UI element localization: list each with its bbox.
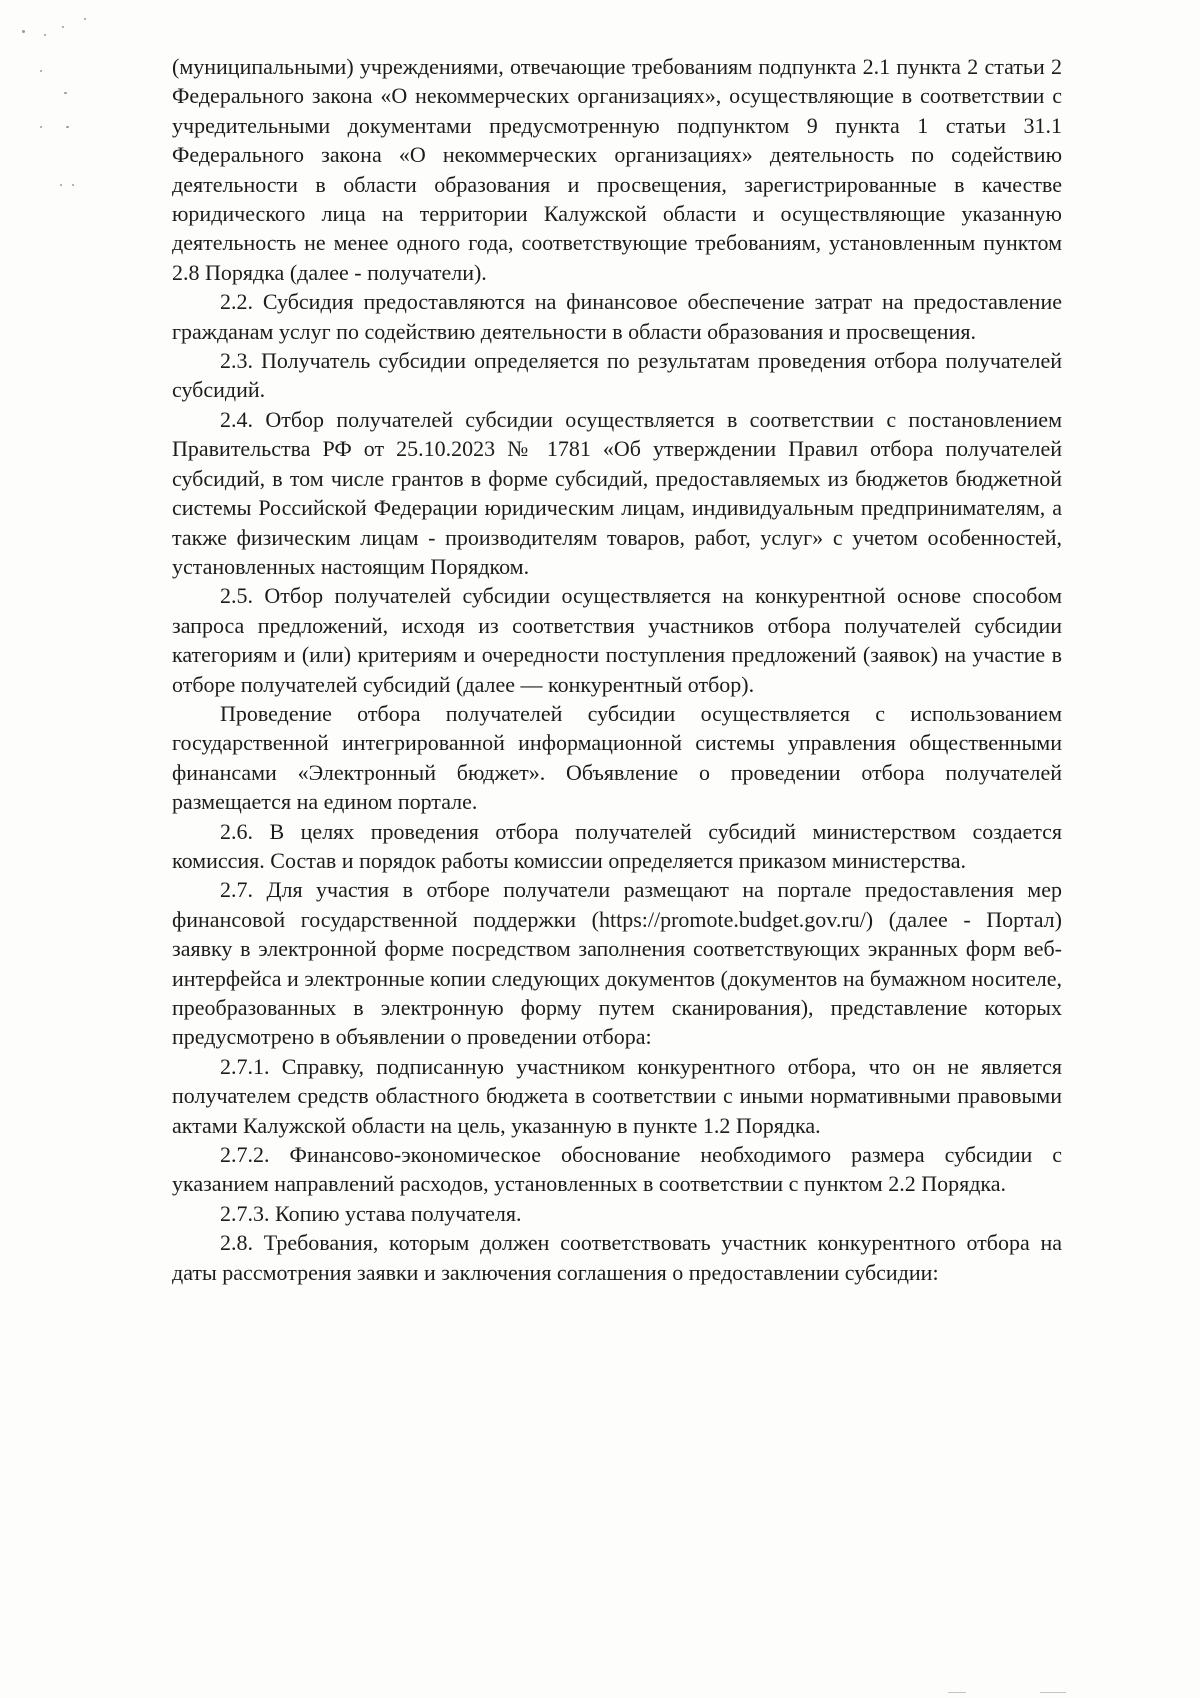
scan-speck [84, 18, 86, 20]
paragraph-2-5: 2.5. Отбор получателей субсидии осуществляется на конкурентной основе способом запроса предложений, исходя из соответствия участников отбора получателей субсидии категориям и (или) критериям и очередности поступления предложений (заявок) на участие в отборе получателей субсидий (далее — конкурентный отбор). [172, 583, 1062, 697]
document-body [172, 52, 1062, 1287]
scan-speck [22, 30, 25, 33]
scan-speck [44, 34, 46, 36]
paragraph-2-7-3: 2.7.3. Копию устава получателя. [220, 1200, 522, 1226]
paragraph-2-7-1: 2.7.1. Справку, подписанную участником конкурентного отбора, что он не является получателем средств областного бюджета в соответствии с иными нормативными правовыми актами Калужской области на цель, указанную в пункте 1.2 Порядка. [172, 1053, 1062, 1138]
paragraph-2-7: 2.7. Для участия в отборе получатели размещают на портале предоставления мер финансовой государственной поддержки (https://promote.budget.gov.ru/) (далее - Портал) заявку в электронной форме посредством заполнения соответствующих экранных форм веб-интерфейса и электронные копии следующих документов (документов на бумажном носителе, преобразованных в электронную форму путем сканирования), представление которых предусмотрено в объявлении о проведении отбора: [172, 877, 1062, 1050]
paragraph-2-8: 2.8. Требования, которым должен соответствовать участник конкурентного отбора на даты рассмотрения заявки и заключения соглашения о предоставлении субсидии: [172, 1230, 1062, 1285]
paragraph-2-2: 2.2. Субсидия предоставляются на финансовое обеспечение затрат на предоставление гражданам услуг по содействию деятельности в области образования и просвещения. [172, 289, 1062, 344]
paragraph-2-7-2: 2.7.2. Финансово-экономическое обоснование необходимого размера субсидии с указанием направлений расходов, установленных в соответствии с пунктом 2.2 Порядка. [172, 1142, 1062, 1197]
paragraph-2-5-cont: Проведение отбора получателей субсидии осуществляется с использованием государственной интегрированной информационной системы управления общественными финансами «Электронный бюджет». Объявление о проведении отбора получателей размещается на едином портале. [172, 700, 1062, 815]
scan-speck [66, 126, 69, 128]
paragraph-2-3: 2.3. Получатель субсидии определяется по результатам проведения отбора получателей субсидий. [172, 348, 1062, 403]
scan-speck [40, 126, 42, 128]
paragraph-2-4: 2.4. Отбор получателей субсидии осуществляется в соответствии с постановлением Правительства РФ от 25.10.2023 № 1781 «Об утверждении Правил отбора получателей субсидий, в том числе грантов в форме субсидий, предоставляемых из бюджетов бюджетной системы Российской Федерации юридическим лицам, индивидуальным предпринимателям, а также физическим лицам - производителям товаров, работ, услуг» с учетом особенностей, установленных настоящим Порядком. [172, 406, 1062, 579]
scan-edge-mark [948, 1692, 966, 1693]
scan-speck [60, 184, 62, 186]
paragraph-continuation: (муниципальными) учреждениями, отвечающие требованиям подпункта 2.1 пункта 2 статьи 2 Федерального закона «О некоммерческих организациях», осуществляющие в соответствии с учредительными документами предусмотренную подпунктом 9 пункта 1 статьи 31.1 Федерального закона «О некоммерческих организациях» деятельность по содействию деятельности в области образования и просвещения, зарегистрированные в качестве юридического лица на территории Калужской области и осуществляющие указанную деятельность не менее одного года, соответствующие требованиям, установленным пунктом 2.8 Порядка (далее - получатели). [172, 54, 1062, 285]
scan-edge-mark [1040, 1692, 1066, 1693]
scan-speck [62, 26, 64, 28]
scan-speck [72, 184, 74, 186]
scan-speck [40, 70, 42, 72]
paragraph-2-6: 2.6. В целях проведения отбора получателей субсидий министерством создается комиссия. Состав и порядок работы комиссии определяется приказом министерства. [172, 818, 1062, 873]
scan-speck [64, 92, 67, 94]
